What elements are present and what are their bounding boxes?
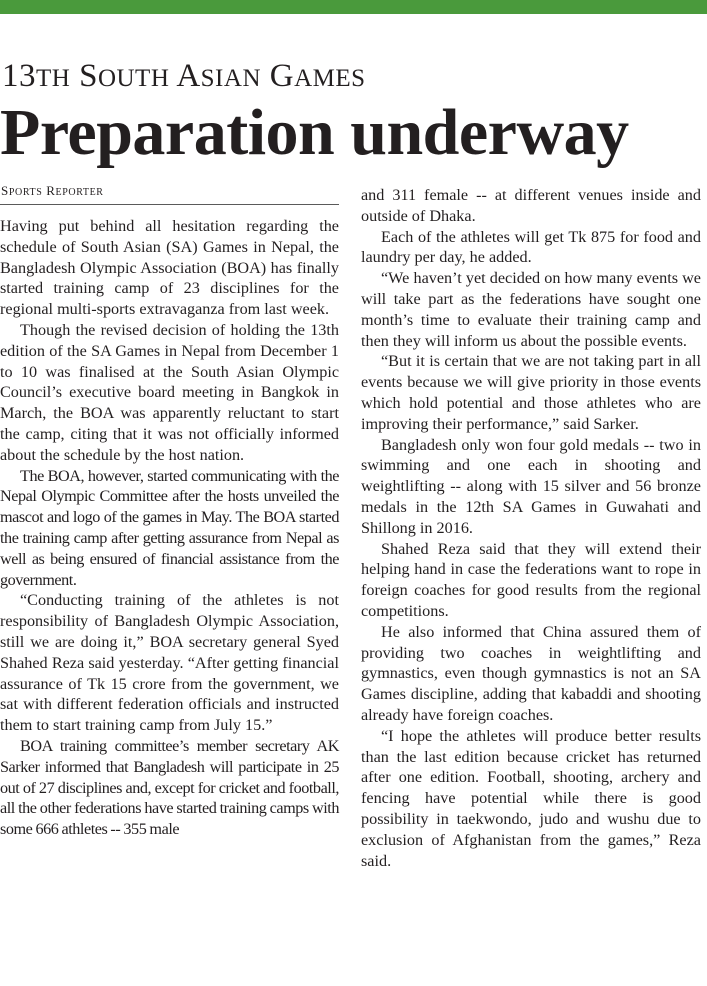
byline: SPORTS REPORTER [1, 183, 104, 198]
headline: Preparation underway [0, 96, 629, 169]
top-color-bar [0, 0, 707, 14]
paragraph: BOA training committee’s member secretary AK Sarker informed that Bangladesh will participate in 25 out of 27 disciplines and, except for cricket and football, all the other federations have started training camps with some 666 athletes -- 355 male [0, 736, 339, 839]
paragraph: “I hope the athletes will produce better results than the last edition because cricket has returned after one edition. Football, shooting, archery and fencing have potential while there is good possibility in taekwondo, judo and wushu due to exclusion of Afghanistan from the games,” Reza said. [361, 726, 701, 870]
paragraph: Bangladesh only won four gold medals -- two in swimming and one each in shooting and weightlifting -- along with 15 silver and 56 bronze medals in the 12th SA Games in Guwahati and Shillong in 2016. [361, 435, 701, 537]
paragraph: The BOA, however, started communicating with the Nepal Olympic Committee after the hosts unveiled the mascot and logo of the games in May. The BOA started the training camp after getting assurance from Nepal as well as being ensured of financial assistance from the government. [0, 466, 339, 589]
paragraph: Though the revised decision of holding the 13th edition of the SA Games in Nepal from December 1 to 10 was finalised at the South Asian Olympic Council’s executive board meeting in Bangkok in March, the BOA was apparently reluctant to start the camp, citing that it was not officially informed about the schedule by the host nation. [0, 320, 339, 464]
article-column-left [0, 216, 339, 840]
paragraph: “We haven’t yet decided on how many events we will take part as the federations have sought one month’s time to evaluate their training camp and then they will inform us about the possible events. [361, 269, 701, 350]
paragraph: Each of the athletes will get Tk 875 for food and laundry per day, he added. [361, 227, 701, 267]
paragraph: Shahed Reza said that they will extend their helping hand in case the federations want to rope in foreign coaches for good results from the regional competitions. [361, 539, 701, 620]
paragraph: Having put behind all hesitation regarding the schedule of South Asian (SA) Games in Nepal, the Bangladesh Olympic Association (BOA) has finally started training camp of 23 disciplines for the regional multi-sports extravaganza from last week. [0, 217, 339, 319]
kicker: 13TH SOUTH ASIAN GAMES [2, 58, 366, 94]
article-column-right [361, 185, 701, 871]
paragraph: “Conducting training of the athletes is not responsibility of Bangladesh Olympic Association, still we are doing it,” BOA secretary general Syed Shahed Reza said yesterday. “After getting financial assurance of Tk 15 crore from the government, we sat with different federation officials and instructed them to start training camp from July 15.” [0, 591, 339, 735]
paragraph: He also informed that China assured them of providing two coaches in weightlifting and gymnastics, even though gymnastics is not an SA Games discipline, adding that kabaddi and shooting already have foreign coaches. [361, 622, 701, 724]
paragraph: and 311 female -- at different venues inside and outside of Dhaka. [361, 186, 701, 225]
byline-rule [0, 204, 339, 205]
paragraph: “But it is certain that we are not taking part in all events because we will give priority in those events which hold potential and those athletes who are improving their performance,” said Sarker. [361, 352, 701, 433]
